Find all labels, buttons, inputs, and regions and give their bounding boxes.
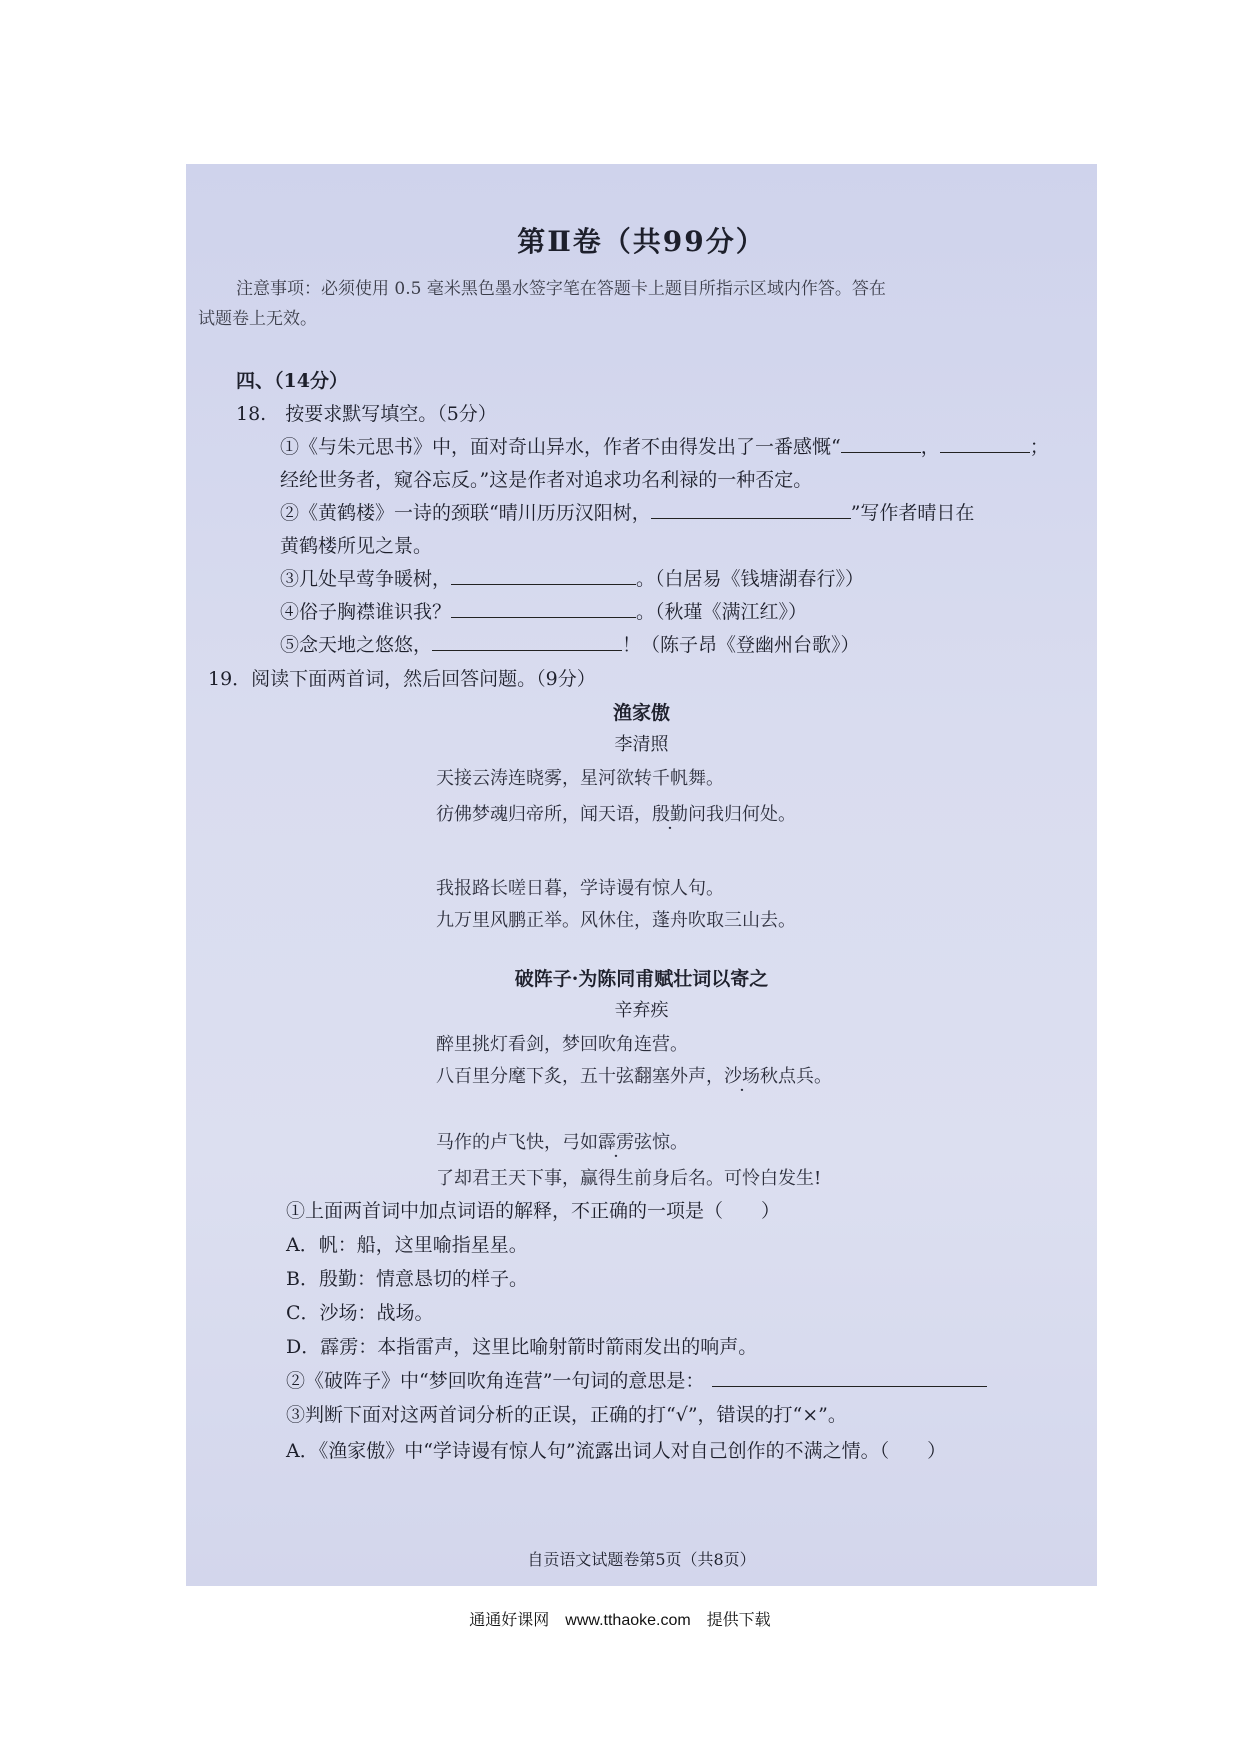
q18-item2-text: ②《黄鹤楼》一诗的颈联“晴川历历汉阳树， <box>280 502 651 524</box>
poem2-title: 破阵子·为陈同甫赋壮词以寄之 <box>514 968 769 990</box>
poem-text: 弦惊。 <box>634 1132 688 1153</box>
exam-page <box>186 164 1097 1586</box>
answer-blank[interactable] <box>451 616 636 618</box>
answer-blank[interactable] <box>432 649 622 651</box>
poem-text: 马作的卢飞快，弓如 <box>436 1132 598 1153</box>
q18-item5 <box>280 630 860 657</box>
answer-blank[interactable] <box>841 451 921 453</box>
section-title: 第Ⅱ卷（共99分） <box>517 225 766 258</box>
option-c: C．沙场：战场。 <box>286 1302 434 1324</box>
q19-sub2 <box>286 1366 987 1393</box>
q18-item3 <box>280 564 864 591</box>
answer-blank[interactable] <box>651 517 851 519</box>
q18-item4-source: 。（秋瑾《满江红》） <box>636 601 808 623</box>
q18-item5-text: ⑤念天地之悠悠， <box>280 634 433 656</box>
dotted-word: 沙场 <box>724 1066 760 1087</box>
option-b: B．殷勤：情意恳切的样子。 <box>286 1268 528 1290</box>
poem1-title: 渔家傲 <box>612 702 670 724</box>
q19-sub2-text: ②《破阵子》中“梦回吹角连营”一句词的意思是： <box>286 1370 705 1392</box>
poem-text: 秋点兵。 <box>760 1066 832 1087</box>
poem2-line2 <box>436 1062 832 1088</box>
q18-item3-source: 。（白居易《钱塘湖春行》） <box>636 568 865 590</box>
poem1-author: 李清照 <box>614 734 669 755</box>
q18-item1-cont: 经纶世务者，窥谷忘反。”这是作者对追求功名利禄的一种否定。 <box>280 469 813 491</box>
poem1-line4: 九万里风鹏正举。风休住，蓬舟吹取三山去。 <box>436 910 796 931</box>
notice-line-2: 试题卷上无效。 <box>198 309 317 329</box>
poem-text: 八百里分麾下炙，五十弦翻塞外声， <box>436 1066 724 1087</box>
q18-item2-cont: 黄鹤楼所见之景。 <box>280 535 433 557</box>
option-a: A．帆：船，这里喻指星星。 <box>286 1234 528 1256</box>
q18-item4 <box>280 597 807 624</box>
q19-heading: 19．阅读下面两首词，然后回答问题。（9分） <box>208 668 596 690</box>
q18-item4-text: ④俗子胸襟谁识我？ <box>280 601 452 623</box>
q18-item3-text: ③几处早莺争暖树， <box>280 568 452 590</box>
q18-item2-tail: ”写作者晴日在 <box>850 502 975 524</box>
dotted-word: 霹雳 <box>598 1132 634 1153</box>
poem1-line3: 我报路长嗟日暮，学诗谩有惊人句。 <box>436 878 724 899</box>
dotted-word: 殷勤 <box>652 804 688 825</box>
answer-blank[interactable] <box>712 1385 987 1387</box>
q18-item2 <box>280 498 974 525</box>
q18-item5-source: ！（陈子昂《登幽州台歌》） <box>622 634 860 656</box>
option-d: D．霹雳：本指雷声，这里比喻射箭时箭雨发出的响声。 <box>286 1336 758 1358</box>
q18-item1 <box>280 432 1049 459</box>
poem1-line2 <box>436 800 796 826</box>
q19-sub3: ③判断下面对这两首词分析的正误，正确的打“√”，错误的打“×”。 <box>286 1404 847 1426</box>
poem-text: 彷佛梦魂归帝所，闻天语， <box>436 804 652 825</box>
part-heading: 四、（14分） <box>236 370 348 392</box>
poem2-line1: 醉里挑灯看剑，梦回吹角连营。 <box>436 1034 688 1055</box>
poem2-author: 辛弃疾 <box>614 1000 669 1021</box>
answer-blank[interactable] <box>940 451 1030 453</box>
q18-item1-text: ①《与朱元思书》中，面对奇山异水，作者不由得发出了一番感慨“ <box>280 436 841 458</box>
q19-sub1: ①上面两首词中加点词语的解释，不正确的一项是（ ） <box>286 1200 781 1222</box>
notice-line-1: 注意事项：必须使用 0.5 毫米黑色墨水签字笔在答题卡上题目所指示区域内作答。答在 <box>236 279 886 299</box>
answer-blank[interactable] <box>451 583 636 585</box>
separator: ； <box>1029 436 1049 458</box>
site-footer: 通通好课网 www.tthaoke.com 提供下载 <box>469 1612 771 1629</box>
poem1-line1: 天接云涛连晓雾，星河欲转千帆舞。 <box>436 768 724 789</box>
poem2-line3 <box>436 1128 688 1154</box>
poem-text: 问我归何处。 <box>688 804 796 825</box>
q19-sub3-a: A．《渔家傲》中“学诗谩有惊人句”流露出词人对自己创作的不满之情。（ ） <box>286 1440 947 1462</box>
separator: ， <box>920 436 940 458</box>
q18-heading: 18. 按要求默写填空。（5分） <box>236 403 497 425</box>
poem2-line4: 了却君王天下事，赢得生前身后名。可怜白发生! <box>436 1168 822 1189</box>
page-footer: 自贡语文试题卷第5页（共8页） <box>527 1550 756 1569</box>
